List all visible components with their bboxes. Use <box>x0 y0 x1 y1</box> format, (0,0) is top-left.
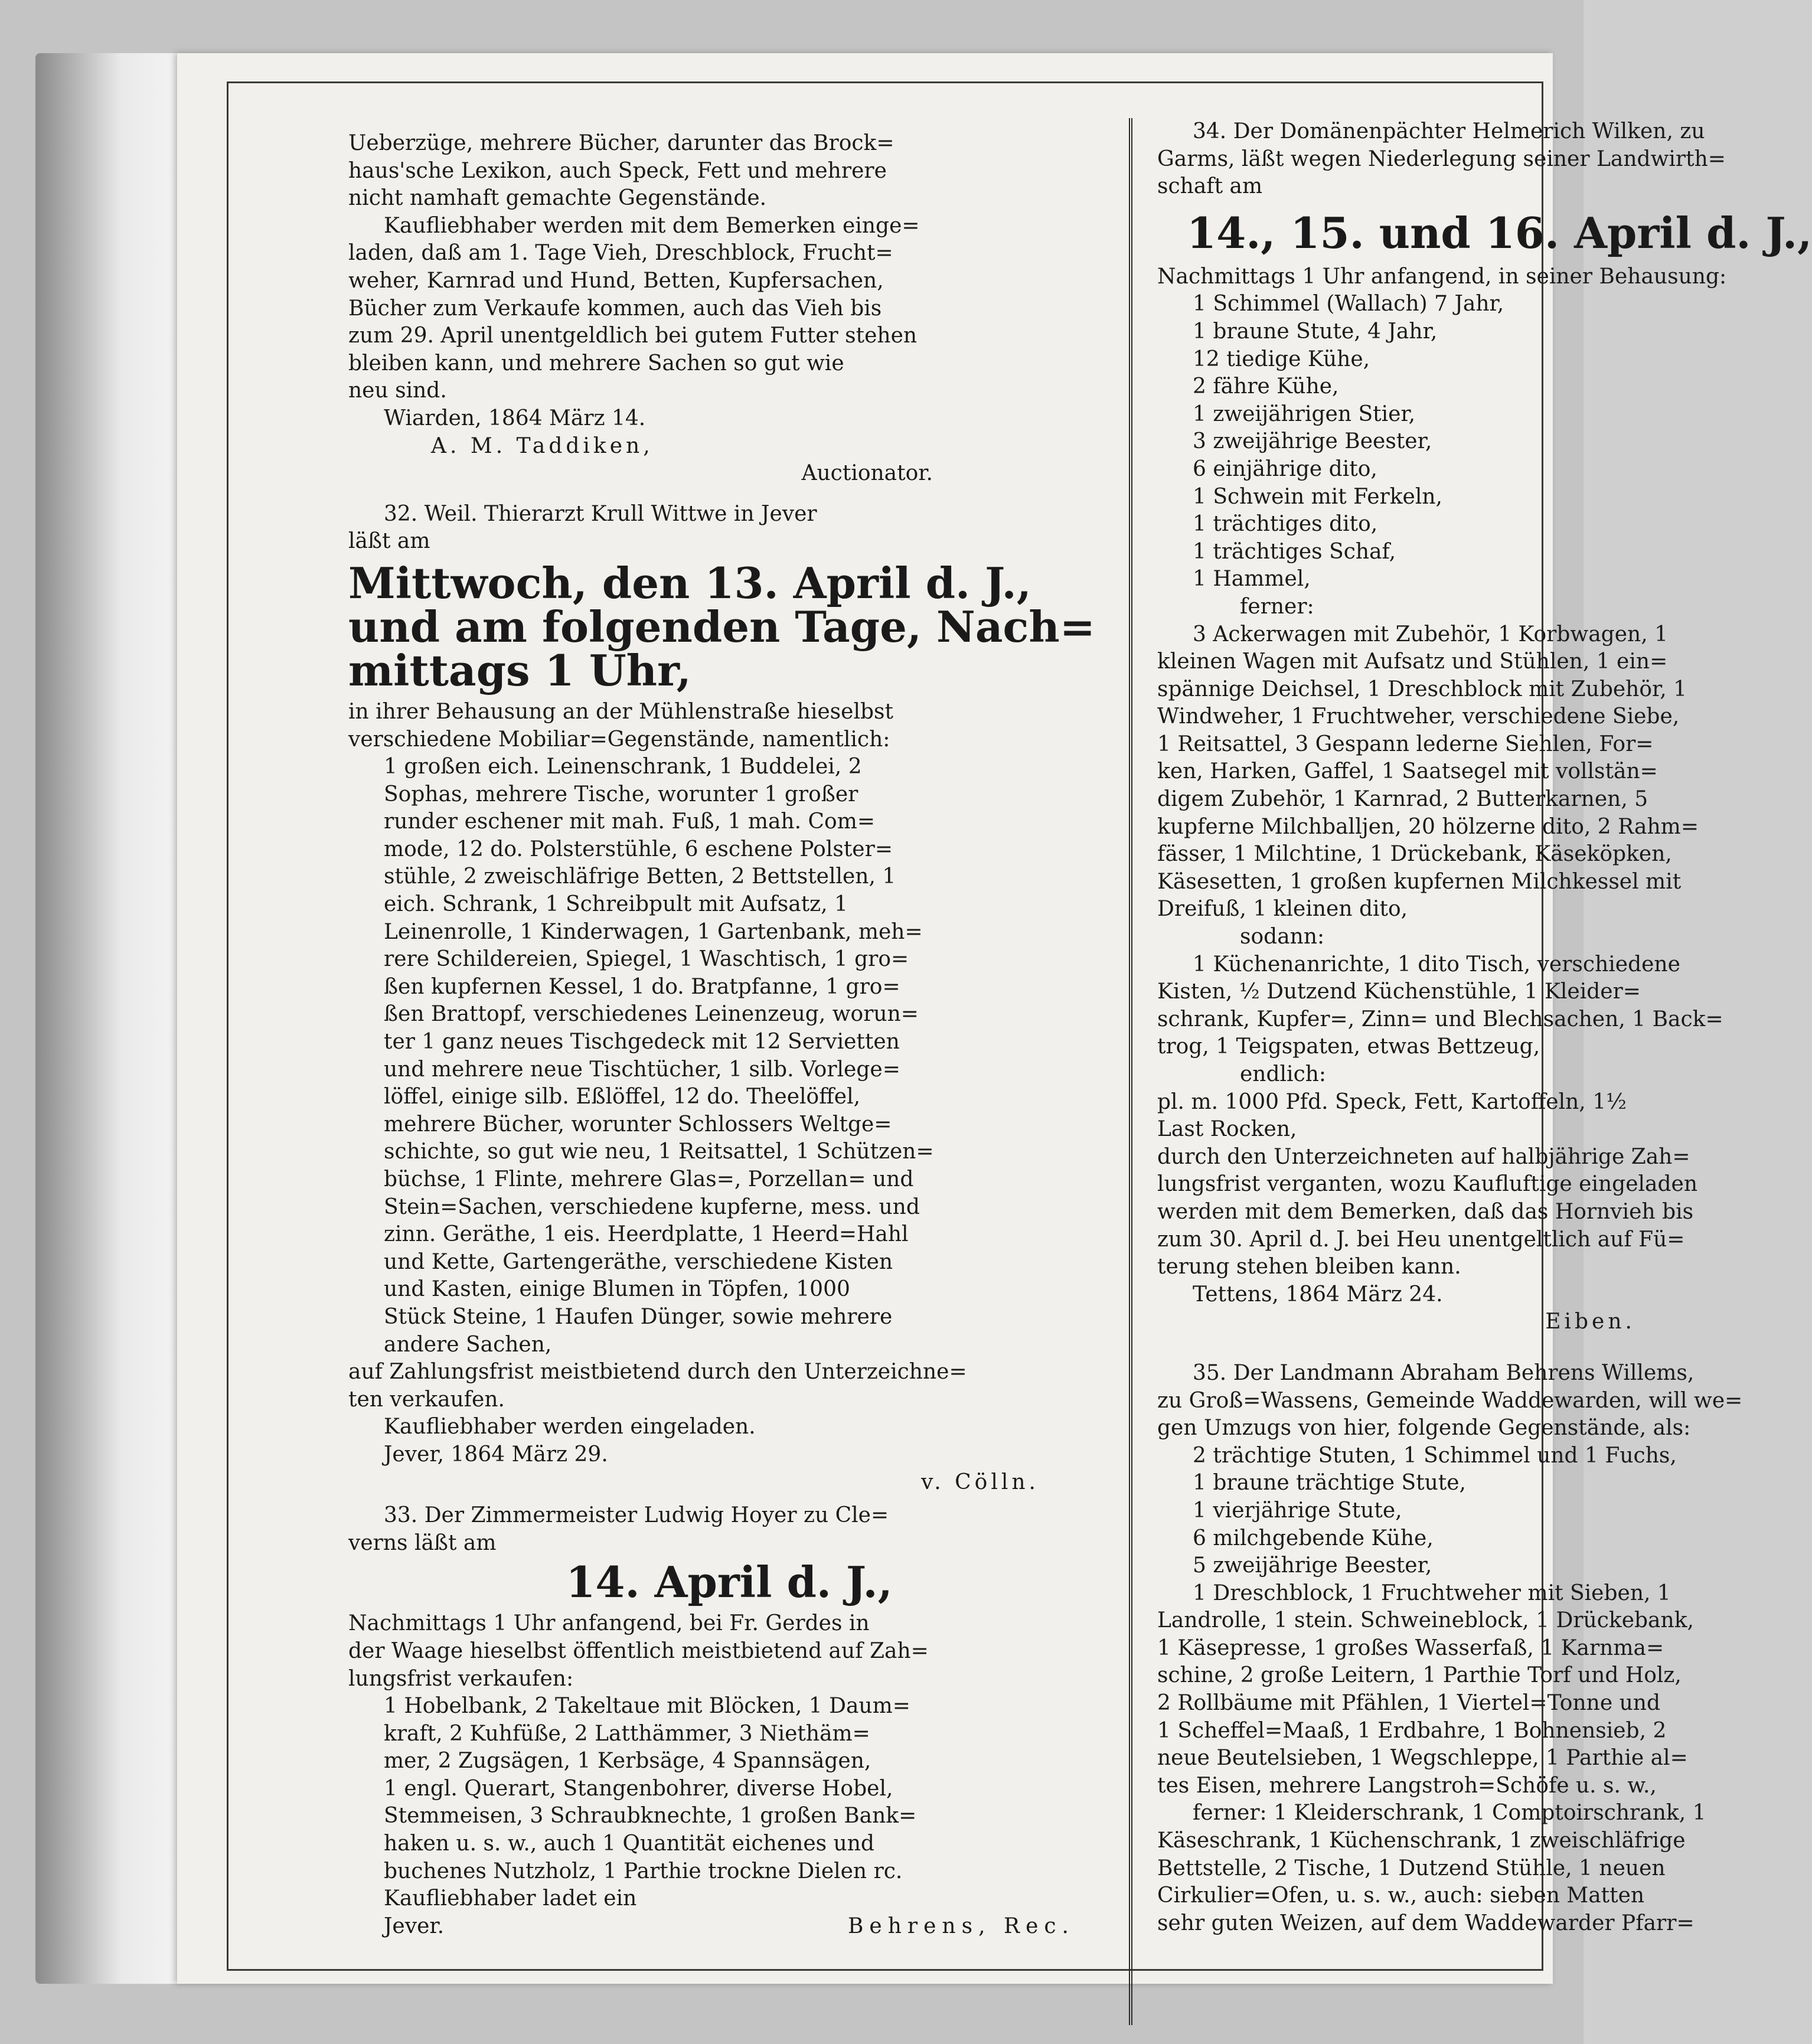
text-line: weher, Karnrad und Hund, Betten, Kupfersachen, <box>348 268 884 293</box>
text-line: gen Umzugs von hier, folgende Gegenstände, als: <box>1157 1416 1691 1441</box>
notice-34-intro <box>1157 118 1726 201</box>
text-line: tes Eisen, mehrere Langstroh=Schöfe u. s. w., <box>1157 1773 1657 1798</box>
text-line: runder eschener mit mah. Fuß, 1 mah. Com= <box>384 809 876 834</box>
text-line: Windweher, 1 Fruchtweher, verschiedene Siebe, <box>1157 704 1680 729</box>
text-line: haus'sche Lexikon, auch Speck, Fett und mehrere <box>348 158 887 183</box>
notice-32-intro-cont: läßt am <box>348 529 430 554</box>
text-line: spännige Deichsel, 1 Dreschblock mit Zubehör, 1 <box>1157 677 1687 701</box>
text-line: und Kasten, einige Blumen in Töpfen, 1000 <box>384 1277 850 1302</box>
text-line: Bücher zum Verkaufe kommen, auch das Vieh bis <box>348 296 882 321</box>
text-line: digem Zubehör, 1 Karnrad, 2 Butterkarnen, 5 <box>1157 787 1648 812</box>
text-line: Stück Steine, 1 Haufen Dünger, sowie mehrere <box>384 1304 893 1329</box>
text-line: 1 großen eich. Leinenschrank, 1 Buddelei, 2 <box>384 755 862 779</box>
document-page <box>177 53 1812 1984</box>
text-line: und mehrere neue Tischtücher, 1 silb. Vorlege= <box>384 1057 900 1082</box>
text-line: 2 fähre Kühe, <box>1193 374 1339 399</box>
text-line: Kaufliebhaber werden mit dem Bemerken einge= <box>384 213 920 238</box>
text-line: und Kette, Gartengeräthe, verschiedene Kisten <box>384 1249 893 1274</box>
text-line: trog, 1 Teigspaten, etwas Bettzeug, <box>1157 1034 1540 1059</box>
text-line: Käsesetten, 1 großen kupfernen Milchkessel mit <box>1157 869 1682 894</box>
notice-signature: Eiben. <box>1545 1310 1635 1334</box>
notice-signature-title: Auctionator. <box>801 461 933 486</box>
text-line: eich. Schrank, 1 Schreibpult mit Aufsatz, 1 <box>384 892 848 917</box>
notice-34-headline: 14., 15. und 16. April d. J., <box>1187 207 1812 258</box>
text-line: ten verkaufen. <box>348 1387 505 1412</box>
text-line: 1 Schimmel (Wallach) 7 Jahr, <box>1193 292 1504 316</box>
text-line: pl. m. 1000 Pfd. Speck, Fett, Kartoffeln, 1½ <box>1157 1089 1627 1114</box>
text-line: löffel, einige silb. Eßlöffel, 12 do. Theelöffel, <box>384 1085 861 1109</box>
text-line: 1 braune trächtige Stute, <box>1193 1471 1466 1496</box>
text-line: der Waage hieselbst öffentlich meistbietend auf Zah= <box>348 1638 929 1663</box>
text-line: in ihrer Behausung an der Mühlenstraße hieselbst <box>348 699 893 724</box>
text-line: mehrere Bücher, worunter Schlossers Weltge= <box>384 1112 892 1137</box>
text-line: andere Sachen, <box>384 1332 552 1357</box>
text-line: rere Schildereien, Spiegel, 1 Waschtisch, 1 gro= <box>384 947 909 972</box>
text-line: schrank, Kupfer=, Zinn= und Blechsachen, 1 Back= <box>1157 1007 1723 1031</box>
text-line: schine, 2 große Leitern, 1 Parthie Torf und Holz, <box>1157 1663 1682 1688</box>
text-line: ferner: <box>1240 594 1314 619</box>
text-line: 3 zweijährige Beester, <box>1193 429 1432 454</box>
text-line: kupferne Milchballjen, 20 hölzerne dito, 2 Rahm= <box>1157 814 1699 839</box>
notice-33-intro-cont: verns läßt am <box>348 1530 497 1555</box>
text-line: sodann: <box>1240 925 1325 949</box>
text-line: kraft, 2 Kuhfüße, 2 Latthämmer, 3 Niethäm= <box>384 1721 870 1746</box>
text-line: schaft am <box>1157 174 1263 199</box>
text-line: neue Beutelsieben, 1 Wegschleppe, 1 Parthie al= <box>1157 1746 1688 1771</box>
text-line: zum 30. April d. J. bei Heu unentgeltlich auf Fü= <box>1157 1227 1685 1252</box>
notice-33-intro: 33. Der Zimmermeister Ludwig Hoyer zu Cle= <box>384 1503 889 1528</box>
text-line: 1 Käsepresse, 1 großes Wasserfaß, 1 Karnma= <box>1157 1635 1664 1660</box>
text-line: 1 Scheffel=Maaß, 1 Erdbahre, 1 Bohnensieb, 2 <box>1157 1718 1667 1743</box>
text-line: 1 Reitsattel, 3 Gespann lederne Siehlen, For= <box>1157 732 1654 756</box>
text-line: Cirkulier=Ofen, u. s. w., auch: sieben Matten <box>1157 1883 1645 1908</box>
text-line: zum 29. April unentgeldlich bei gutem Futter stehen <box>348 324 918 348</box>
text-line: buchenes Nutzholz, 1 Parthie trockne Dielen rc. <box>384 1859 903 1883</box>
book-page-edges <box>35 53 177 1984</box>
text-line: Stemmeisen, 3 Schraubknechte, 1 großen Bank= <box>384 1804 917 1829</box>
text-line: terung stehen bleiben kann. <box>1157 1255 1461 1279</box>
notice-signature: Behrens, Rec. <box>847 1914 1075 1938</box>
column-divider <box>1129 118 1132 2025</box>
notice-32-headline-3: mittags 1 Uhr, <box>348 645 691 696</box>
text-line: ßen Brattopf, verschiedenes Leinenzeug, worun= <box>384 1002 919 1027</box>
text-line: 1 Hammel, <box>1193 567 1311 592</box>
text-line: 6 einjährige dito, <box>1193 456 1377 481</box>
text-line: bleiben kann, und mehrere Sachen so gut wie <box>348 351 844 376</box>
text-line: Nachmittags 1 Uhr anfangend, bei Fr. Gerdes in <box>348 1611 870 1636</box>
text-line: 6 milchgebende Kühe, <box>1193 1526 1434 1550</box>
notice-33-headline: 14. April d. J., <box>566 1557 893 1608</box>
text-line: Landrolle, 1 stein. Schweineblock, 1 Drückebank, <box>1157 1608 1694 1633</box>
text-line: mer, 2 Zugsägen, 1 Kerbsäge, 4 Spannsägen, <box>384 1749 871 1774</box>
notice-34-body <box>1157 263 1727 1281</box>
text-line: mode, 12 do. Polsterstühle, 6 eschene Polster= <box>384 837 893 861</box>
text-line: 5 zweijährige Beester, <box>1193 1553 1432 1578</box>
text-line: verschiedene Mobiliar=Gegenstände, namentlich: <box>348 727 890 752</box>
text-line: nicht namhaft gemachte Gegenstände. <box>348 186 767 211</box>
text-line: auf Zahlungsfrist meistbietend durch den Unterzeichne= <box>348 1360 967 1385</box>
text-line: Nachmittags 1 Uhr anfangend, in seiner Behausung: <box>1157 264 1727 289</box>
text-line: laden, daß am 1. Tage Vieh, Dreschblock, Frucht= <box>348 241 893 266</box>
text-line: büchse, 1 Flinte, mehrere Glas=, Porzellan= und <box>384 1167 914 1191</box>
text-line: zinn. Geräthe, 1 eis. Heerdplatte, 1 Heerd=Hahl <box>384 1222 909 1247</box>
text-line: 1 vierjährige Stute, <box>1193 1498 1402 1523</box>
text-line: 2 Rollbäume mit Pfählen, 1 Viertel=Tonne und <box>1157 1691 1660 1716</box>
text-line: durch den Unterzeichneten auf halbjährige Zah= <box>1157 1144 1690 1169</box>
text-line: Sophas, mehrere Tische, worunter 1 großer <box>384 782 858 807</box>
text-line: 2 trächtige Stuten, 1 Schimmel und 1 Fuchs, <box>1193 1443 1677 1468</box>
notice-place-date: Tettens, 1864 März 24. <box>1193 1282 1443 1307</box>
text-line: schichte, so gut wie neu, 1 Reitsattel, 1 Schützen= <box>384 1139 934 1164</box>
notice-signature: A. M. Taddiken, <box>431 433 654 458</box>
right-column <box>1157 118 1812 1937</box>
text-line: kleinen Wagen mit Aufsatz und Stühlen, 1 ein= <box>1157 649 1668 674</box>
text-line: Kaufliebhaber werden eingeladen. <box>384 1415 756 1439</box>
notice-place-date: Jever, 1864 März 29. <box>384 1442 608 1467</box>
text-line: Dreifuß, 1 kleinen dito, <box>1157 897 1408 922</box>
notice-33-body <box>348 1610 1110 1913</box>
notice-place-date: Wiarden, 1864 März 14. <box>384 406 646 430</box>
text-line: fässer, 1 Milchtine, 1 Drückebank, Käseköpken, <box>1157 842 1672 867</box>
text-line: 1 Küchenanrichte, 1 dito Tisch, verschiedene <box>1193 952 1680 977</box>
text-line: 3 Ackerwagen mit Zubehör, 1 Korbwagen, 1 <box>1193 622 1669 646</box>
text-line: Kaufliebhaber ladet ein <box>384 1886 637 1911</box>
notice-32-headline-2: und am folgenden Tage, Nach= <box>348 601 1096 652</box>
text-line: lungsfrist verkaufen: <box>348 1666 574 1691</box>
text-line: ferner: 1 Kleiderschrank, 1 Comptoirschrank, 1 <box>1193 1801 1706 1826</box>
text-line: 34. Der Domänenpächter Helmerich Wilken, zu <box>1193 119 1705 143</box>
text-line: endlich: <box>1240 1062 1327 1086</box>
notice-32-body <box>348 698 1110 1441</box>
text-line: 1 trächtiges Schaf, <box>1193 539 1396 564</box>
text-line: Bettstelle, 2 Tische, 1 Dutzend Stühle, 1 neuen <box>1157 1856 1666 1880</box>
text-line: werden mit dem Bemerken, daß das Hornvieh bis <box>1157 1199 1694 1224</box>
notice-signature-row <box>348 1913 1110 1941</box>
text-line: lungsfrist verganten, wozu Kaufluftige eingeladen <box>1157 1172 1698 1197</box>
text-line: sehr guten Weizen, auf dem Waddewarder Pfarr= <box>1157 1911 1695 1935</box>
text-line: Leinenrolle, 1 Kinderwagen, 1 Gartenbank, meh= <box>384 919 923 944</box>
notice-signature: v. Cölln. <box>921 1470 1039 1494</box>
text-line: ken, Harken, Gaffel, 1 Saatsegel mit vollstän= <box>1157 759 1658 784</box>
text-line: haken u. s. w., auch 1 Quantität eichenes und <box>384 1831 874 1856</box>
left-column <box>348 130 1110 1940</box>
notice-32-headline: Mittwoch, den 13. April d. J., <box>348 557 1031 608</box>
text-line: stühle, 2 zweischläfrige Betten, 2 Bettstellen, 1 <box>384 864 896 889</box>
text-line: Stein=Sachen, verschiedene kupferne, mess. und <box>384 1194 920 1219</box>
text-line: Garms, läßt wegen Niederlegung seiner Landwirth= <box>1157 146 1726 171</box>
text-line: Käseschrank, 1 Küchenschrank, 1 zweischläfrige <box>1157 1829 1686 1853</box>
text-line: 1 Schwein mit Ferkeln, <box>1193 484 1442 509</box>
notice-35-body <box>1157 1360 1743 1937</box>
text-line: Kisten, ½ Dutzend Küchenstühle, 1 Kleider= <box>1157 979 1641 1004</box>
notice-32-intro: 32. Weil. Thierarzt Krull Wittwe in Jever <box>384 501 817 526</box>
text-line: 1 engl. Querart, Stangenbohrer, diverse Hobel, <box>384 1776 893 1801</box>
text-line: ter 1 ganz neues Tischgedeck mit 12 Servietten <box>384 1030 900 1054</box>
text-line: 1 Hobelbank, 2 Takeltaue mit Blöcken, 1 Daum= <box>384 1694 910 1719</box>
notice-31-continuation <box>348 130 1110 405</box>
text-line: Last Rocken, <box>1157 1117 1297 1142</box>
text-line: Ueberzüge, mehrere Bücher, darunter das Brock= <box>348 131 894 155</box>
text-line: 12 tiedige Kühe, <box>1193 347 1370 371</box>
text-line: 1 trächtiges dito, <box>1193 512 1378 537</box>
text-line: zu Groß=Wassens, Gemeinde Waddewarden, will we= <box>1157 1388 1743 1413</box>
notice-place: Jever. <box>384 1914 445 1938</box>
text-line: 35. Der Landmann Abraham Behrens Willems, <box>1193 1360 1695 1385</box>
text-line: 1 zweijährigen Stier, <box>1193 401 1416 426</box>
text-line: 1 Dreschblock, 1 Fruchtweher mit Sieben, 1 <box>1193 1581 1671 1605</box>
text-line: neu sind. <box>348 378 447 403</box>
text-line: 1 braune Stute, 4 Jahr, <box>1193 319 1438 344</box>
text-line: ßen kupfernen Kessel, 1 do. Bratpfanne, 1 gro= <box>384 974 900 999</box>
